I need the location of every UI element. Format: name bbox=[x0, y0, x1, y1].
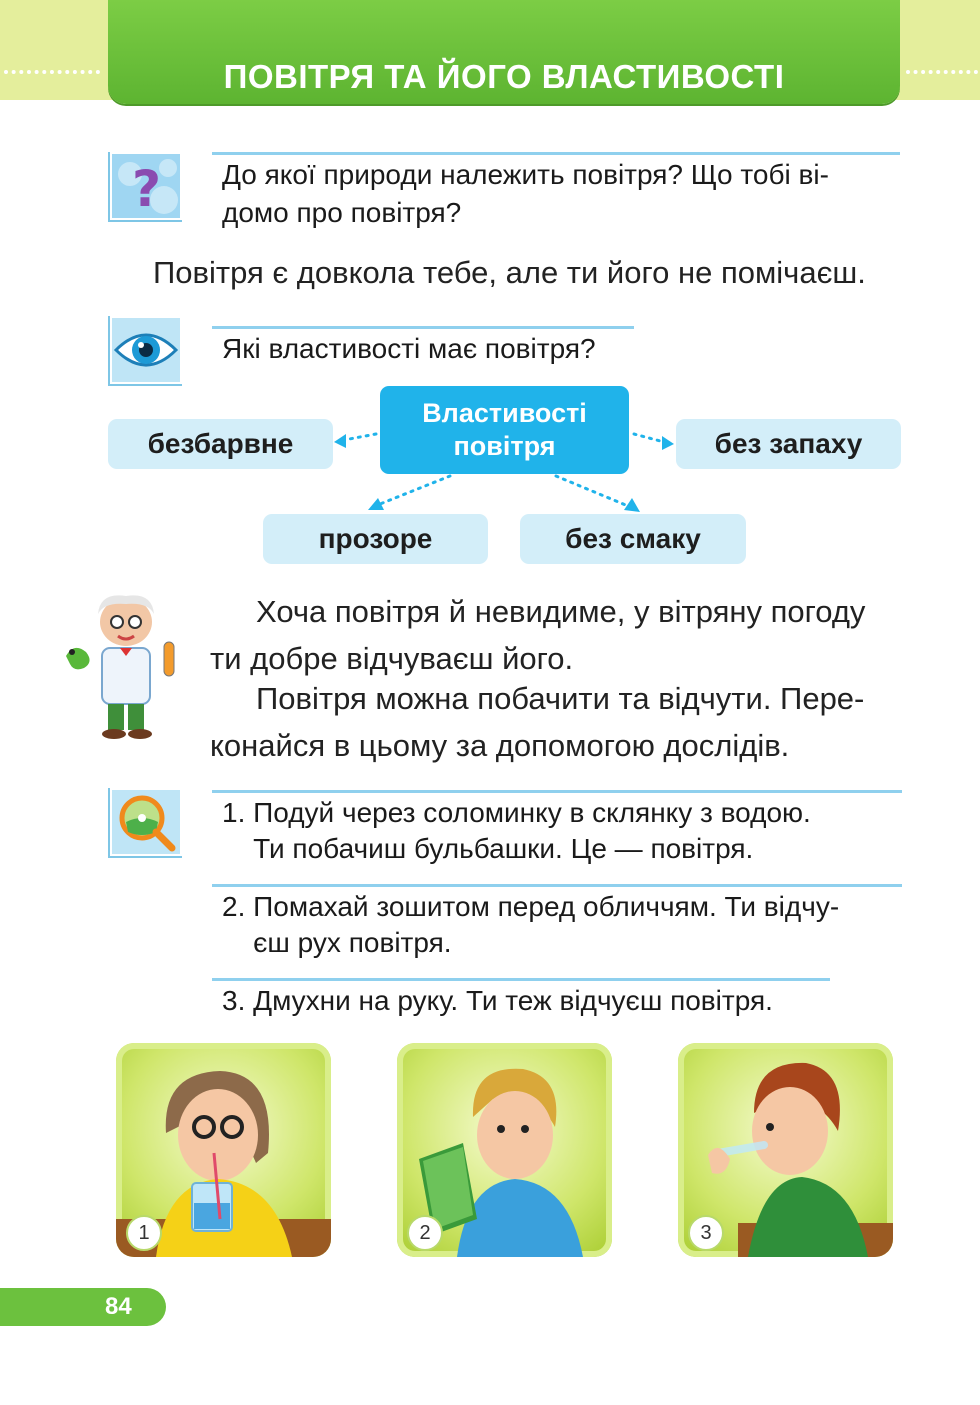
p1-line-1: Хоча повітря й невидиме, у вітряну погоду bbox=[256, 594, 866, 629]
scientist-paragraph-1 bbox=[210, 588, 865, 682]
picture-1-girl-straw bbox=[116, 1043, 331, 1257]
intro-text: Повітря є довкола тебе, але ти його не помічаєш. bbox=[153, 255, 866, 290]
arrowhead-right bbox=[662, 436, 674, 450]
arrow-line-bottom-right bbox=[556, 476, 628, 506]
experiment-3-text bbox=[253, 983, 773, 1019]
question-line-2: домо про повітря? bbox=[222, 197, 462, 228]
experiment-2-text bbox=[253, 889, 839, 961]
experiment-3-num: 3. bbox=[222, 985, 246, 1016]
arrow-line-left bbox=[344, 434, 376, 440]
picture-3-boy-blowing bbox=[678, 1043, 893, 1257]
question-rule bbox=[212, 152, 900, 155]
experiment-2-line-2: єш рух повітря. bbox=[253, 927, 452, 958]
magnifier-icon bbox=[110, 788, 182, 856]
experiments-icon-box bbox=[108, 788, 182, 858]
page-title: ПОВІТРЯ ТА ЙОГО ВЛАСТИВОСТІ bbox=[223, 58, 785, 95]
p2-line-1: Повітря можна побачити та відчути. Пере- bbox=[256, 681, 865, 716]
property-colorless: безбарвне bbox=[108, 419, 333, 469]
header-dots-left bbox=[4, 70, 100, 74]
eye-icon bbox=[110, 316, 182, 384]
property-tasteless: без смаку bbox=[520, 514, 746, 564]
question-line-1: До якої природи належить повітря? Що тобі ві- bbox=[222, 159, 829, 190]
picture-3-number: 3 bbox=[688, 1215, 724, 1251]
arrow-line-bottom-left bbox=[380, 476, 450, 504]
question-icon-box bbox=[108, 152, 182, 222]
experiment-1-num: 1. bbox=[222, 797, 246, 828]
experiment-1 bbox=[222, 795, 811, 867]
diagram-center-box bbox=[380, 386, 629, 474]
experiment-2 bbox=[222, 889, 839, 961]
experiment-1-line-1: Подуй через соломинку в склянку з водою. bbox=[253, 797, 811, 828]
experiment-2-line-1: Помахай зошитом перед обличчям. Ти відчу- bbox=[253, 891, 840, 922]
scientist-illustration bbox=[60, 592, 188, 742]
arrowhead-left bbox=[334, 434, 346, 448]
experiment-1-line-2: Ти побачиш бульбашки. Це — повітря. bbox=[253, 833, 754, 864]
p1-line-2: ти добре відчуваєш його. bbox=[210, 641, 574, 676]
header-bar bbox=[108, 0, 900, 104]
picture-2-boy-notebook bbox=[397, 1043, 612, 1257]
question-text bbox=[222, 156, 829, 232]
observe-icon-box bbox=[108, 316, 182, 386]
property-odorless: без запаху bbox=[676, 419, 901, 469]
observe-text: Які властивості має повітря? bbox=[222, 333, 596, 364]
arrowhead-bottom-right bbox=[624, 498, 640, 512]
exp-rule-3 bbox=[212, 978, 830, 981]
scientist-paragraph-2 bbox=[210, 675, 864, 769]
diagram-center-line-1: Властивості bbox=[422, 398, 587, 428]
exp-rule-1 bbox=[212, 790, 902, 793]
picture-2-number: 2 bbox=[407, 1215, 443, 1251]
arrowhead-bottom-left bbox=[368, 498, 384, 510]
experiment-3-line-1: Дмухни на руку. Ти теж відчуєш повітря. bbox=[253, 985, 773, 1016]
picture-1-number: 1 bbox=[126, 1215, 162, 1251]
diagram-center-line-2: повітря bbox=[453, 431, 556, 461]
experiment-2-num: 2. bbox=[222, 891, 246, 922]
header-dots-right bbox=[906, 70, 978, 74]
experiment-1-text bbox=[253, 795, 811, 867]
exp-rule-2 bbox=[212, 884, 902, 887]
page-number: 84 bbox=[0, 1288, 166, 1326]
p2-line-2: конайся в цьому за допомогою дослідів. bbox=[210, 728, 790, 763]
property-transparent: прозоре bbox=[263, 514, 488, 564]
svg-text:?: ? bbox=[132, 160, 162, 218]
question-mark-icon bbox=[110, 152, 182, 220]
observe-rule bbox=[212, 326, 634, 329]
experiment-3 bbox=[222, 983, 773, 1019]
arrow-line-right bbox=[634, 434, 664, 442]
